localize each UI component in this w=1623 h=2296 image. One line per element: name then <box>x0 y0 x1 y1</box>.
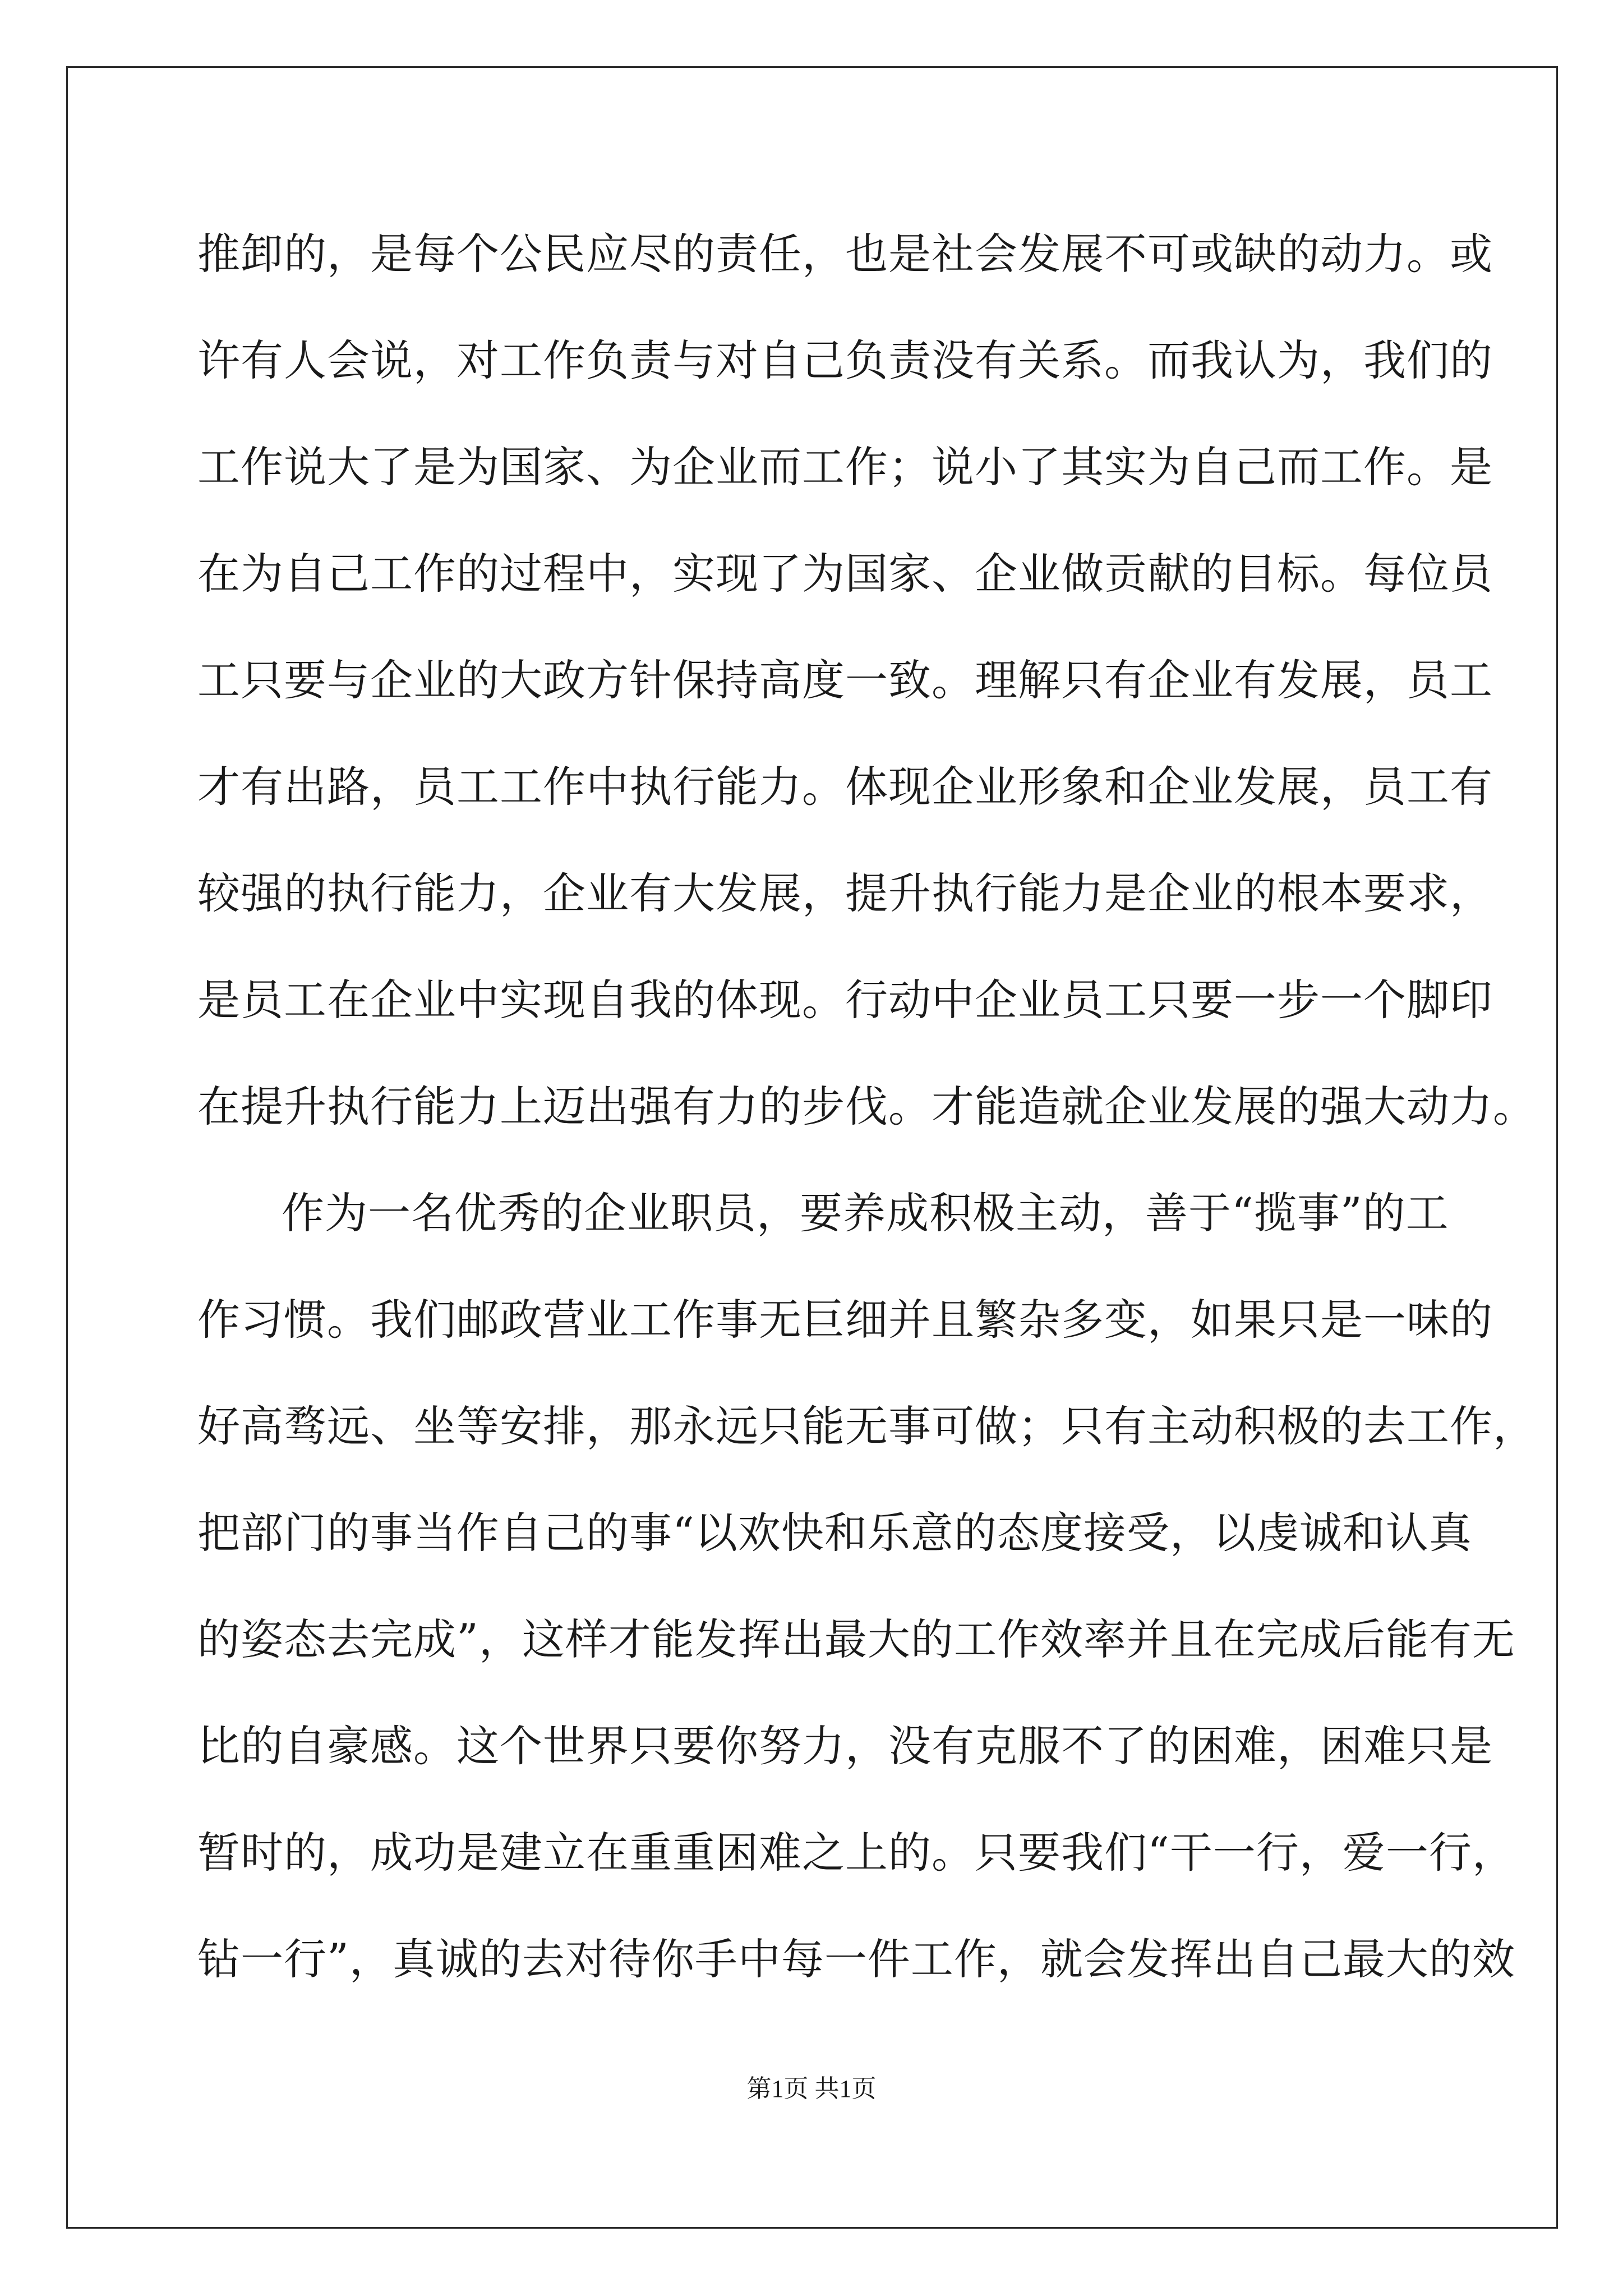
text-line: 比的自豪感。这个世界只要你努力，没有克服不了的困难，困难只是 <box>197 1721 1493 1771</box>
text-line: 暂时的，成功是建立在重重困难之上的。只要我们“干一行，爱一行， <box>197 1828 1515 1878</box>
text-line: 工只要与企业的大政方针保持高度一致。理解只有企业有发展，员工 <box>197 655 1493 705</box>
text-line: 许有人会说，对工作负责与对自己负责没有关系。而我认为，我们的 <box>197 335 1493 385</box>
text-line: 工作说大了是为国家、为企业而工作；说小了其实为自己而工作。是 <box>197 442 1493 492</box>
text-line: 是员工在企业中实现自我的体现。行动中企业员工只要一步一个脚印 <box>197 975 1493 1025</box>
text-line: 作习惯。我们邮政营业工作事无巨细并且繁杂多变，如果只是一味的 <box>197 1295 1493 1345</box>
text-line: 钻一行”，真诚的去对待你手中每一件工作，就会发挥出自己最大的效 <box>197 1934 1515 1984</box>
text-line: 好高骛远、坐等安排，那永远只能无事可做；只有主动积极的去工作， <box>197 1401 1536 1451</box>
text-line: 的姿态去完成”，这样才能发挥出最大的工作效率并且在完成后能有无 <box>197 1614 1515 1664</box>
text-line: 把部门的事当作自己的事“以欢快和乐意的态度接受，以虔诚和认真 <box>197 1508 1472 1558</box>
paragraph-first-line: 作为一名优秀的企业职员，要养成积极主动，善于“揽事”的工 <box>282 1188 1449 1238</box>
text-line: 在提升执行能力上迈出强有力的步伐。才能造就企业发展的强大动力。 <box>197 1082 1536 1131</box>
text-line: 较强的执行能力，企业有大发展，提升执行能力是企业的根本要求， <box>197 868 1493 918</box>
text-line: 才有出路，员工工作中执行能力。体现企业形象和企业发展，员工有 <box>197 762 1493 812</box>
text-line: 在为自己工作的过程中，实现了为国家、企业做贡献的目标。每位员 <box>197 549 1493 599</box>
text-line: 推卸的，是每个公民应尽的责任，也是社会发展不可或缺的动力。或 <box>197 229 1493 279</box>
page-number-footer: 第1页 共1页 <box>746 2075 877 2102</box>
